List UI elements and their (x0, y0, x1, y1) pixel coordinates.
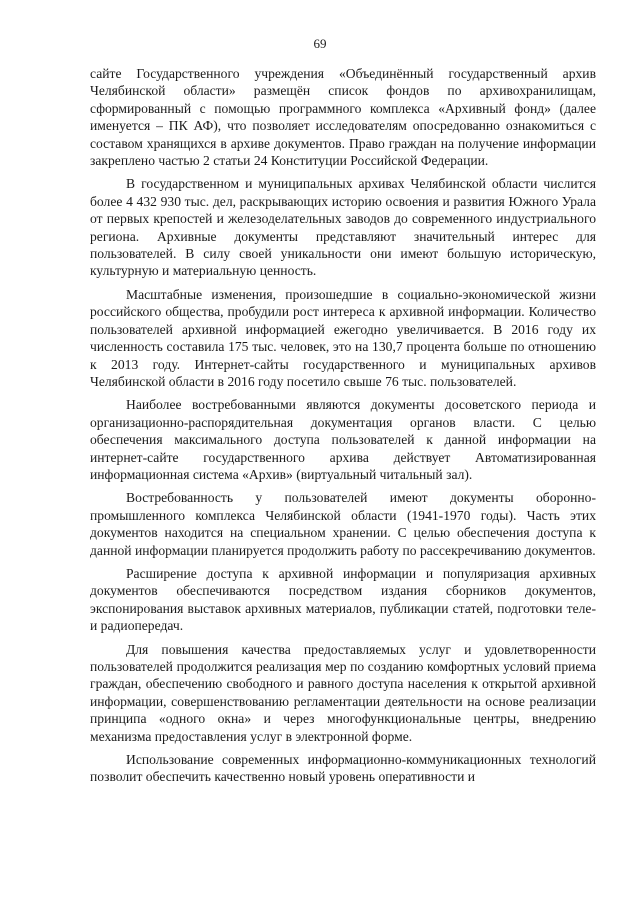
paragraph: Наиболее востребованными являются документы досоветского периода и организационно-распорядительная документация органов власти. С целью обеспечения максимального доступа пользователей к данной информации на интернет-сайте государственного архива действует Автоматизированная информационная система «Архив» (виртуальный читальный зал). (90, 397, 596, 482)
page-number: 69 (313, 36, 327, 51)
paragraph: Масштабные изменения, произошедшие в социально-экономической жизни российского общества, пробудили рост интереса к архивной информации. Количество пользователей архивной информацией ежегодно увеличивается. В 2016 году их численность составила 175 тыс. человек, это на 130,7 процента больше по отношению к 2013 году. Интернет-сайты государственного и муниципальных архивов Челябинской области в 2016 году посетило свыше 76 тыс. пользователей. (90, 286, 596, 389)
document-body (90, 65, 596, 792)
paragraph: Расширение доступа к архивной информации и популяризация архивных документов обеспечиваются посредством издания сборников документов, экспонирования выставок архивных материалов, публикации статей, подготовки теле- и радиопередач. (90, 565, 596, 634)
paragraph: Использование современных информационно-коммуникационных технологий позволит обеспечить качественно новый уровень оперативности и (90, 752, 596, 785)
paragraph-continued: сайте Государственного учреждения «Объединённый государственный архив Челябинской области» размещён список фондов по архивохранилищам, сформированный с помощью программного комплекса «Архивный фонд» (далее именуется – ПК АФ), что позволяет исследователям опосредованно ознакомиться с составом хранящихся в архиве документов. Право граждан на получение информации закреплено частью 2 статьи 24 Конституции Российской Федерации. (90, 66, 596, 169)
paragraph: Для повышения качества предоставляемых услуг и удовлетворенности пользователей продолжится реализация мер по созданию комфортных условий приема граждан, обеспечению свободного и равного доступа населения к открытой архивной информации, совершенствованию регламентации деятельности на основе реализации принципа «одного окна» и через многофункциональные центры, внедрению механизма предоставления услуг в электронной форме. (90, 641, 596, 744)
paragraph: Востребованность у пользователей имеют документы оборонно-промышленного комплекса Челябинской области (1941-1970 годы). Часть этих документов находится на специальном хранении. С целью обеспечения доступа к данной информации планируется продолжить работу по рассекречиванию документов. (90, 490, 596, 558)
paragraph: В государственном и муниципальных архивах Челябинской области числится более 4 432 930 тыс. дел, раскрывающих историю освоения и развития Южного Урала от первых крепостей и железоделательных заводов до современного индустриального региона. Архивные документы представляют значительный интерес для пользователей. В силу своей уникальности они имеют большую историческую, культурную и материальную ценность. (90, 176, 596, 279)
